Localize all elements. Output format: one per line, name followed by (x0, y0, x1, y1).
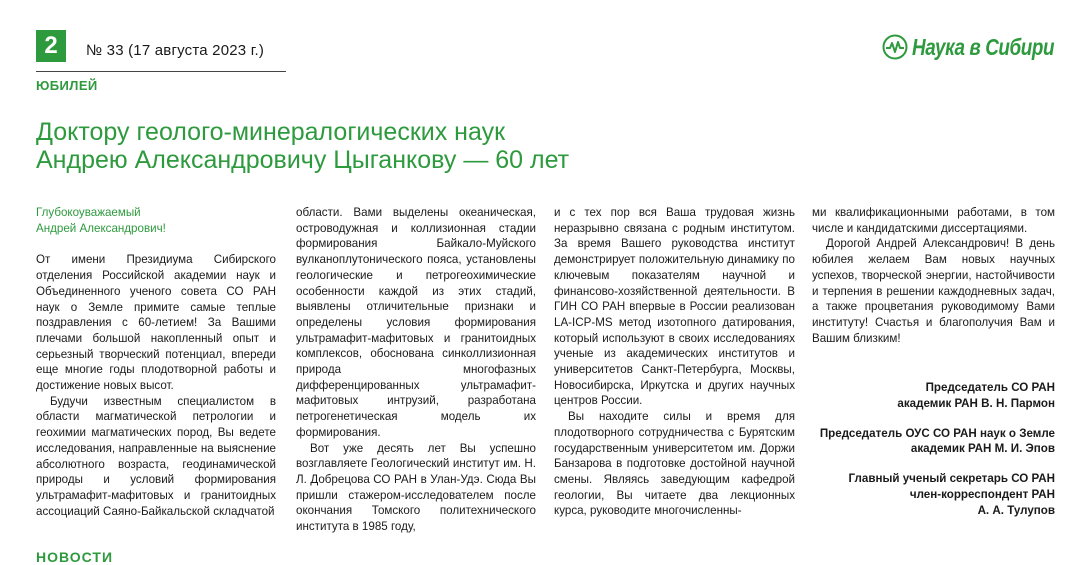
paragraph: Вы находите силы и время для плодотворного сотрудничества с Бурятским государственным университетом им. Доржи Банзарова в подготовке достойной научной смены. Являясь заведующим кафедрой геологии, Вы читаете два лекционных курса, руководите многочисленны- (554, 410, 795, 518)
paragraph: области. Вами выделены океаническая, островодужная и коллизионная стадии формирования Байкало-Муйского вулканоплутонического пояса, установлены геологические и петрогеохимические особенности каждой из этих стадий, выявлены отличительные признаки и определены условия формирования ультрамафит-мафитовых и гранитоидных комплексов, обоснована синколлизионная природа многофазных дифференцированных ультрамафит-мафитовых интрузий, разработана петрогенетическая модель их формирования. (296, 206, 536, 439)
paragraph: ми квалификационными работами, в том числе и кандидатскими диссертациями. (812, 206, 1055, 235)
newspaper-logo[interactable] (882, 32, 1085, 62)
article-column-2 (296, 205, 536, 535)
article-headline (36, 118, 569, 174)
article-column-3 (554, 205, 795, 519)
paragraph: Будучи известным специалистом в области магматической петрологии и геохимии магматических пород, Вы ведете исследования, направленные на выяснение абсолютного возраста, геодинамической природы и условий формирования ультрамафит-мафитовых и гранитоидных ассоциаций Саяно-Байкальской складчатой (36, 394, 276, 518)
greeting-line-1: Глубокоуважаемый (36, 206, 141, 219)
signature-name: А. А. Тулупов (977, 503, 1055, 517)
greeting-line-2: Андрей Александрович! (36, 221, 166, 235)
paragraph: Дорогой Андрей Александрович! В день юбилея желаем Вам новых научных успехов, творческой энергии, настойчивости и терпения в решении каждодневных задач, а также процветания руководимому Вами институту! Счастья и благополучия Вам и Вашим близким! (812, 237, 1055, 345)
signature-name: академик РАН М. И. Эпов (910, 442, 1055, 456)
rubric-label: ЮБИЛЕЙ (36, 78, 98, 93)
logo-emblem-icon (882, 34, 908, 60)
page-number: 2 (36, 30, 66, 62)
signature-title: Председатель СО РАН (925, 381, 1055, 395)
header-divider (36, 71, 286, 72)
next-rubric-label: НОВОСТИ (36, 549, 114, 565)
paragraph: От имени Президиума Сибирского отделения Российской академии наук и Объединенного ученого совета СО РАН наук о Земле примите самые теплые поздравления с 60-летием! За Вашими плечами большой накопленный опыт и серьезный творческий потенциал, впереди еще многие годы плодотворной работы и достижение новых высот. (36, 253, 276, 393)
headline-line-2: Андрею Александровичу Цыганкову — 60 лет (36, 146, 570, 174)
headline-line-1: Доктору геолого-минералогических наук (36, 118, 506, 146)
signature-title: Председатель ОУС СО РАН наук о Земле (819, 426, 1055, 440)
greeting (36, 205, 276, 236)
signature-title: Главный ученый секретарь СО РАН (848, 472, 1055, 486)
article-column-4 (812, 205, 1055, 518)
signature-name: академик РАН В. Н. Пармон (897, 397, 1055, 411)
issue-info: № 33 (17 августа 2023 г.) (86, 42, 265, 59)
paragraph: Вот уже десять лет Вы успешно возглавляете Геологический институт им. Н. Л. Добрецова СО РАН в Улан-Удэ. Сюда Вы пришли стажером-исследователем после окончания Томского политехнического института в 1985 году, (296, 441, 536, 534)
paragraph: и с тех пор вся Ваша трудовая жизнь неразрывно связана с родным институтом. За время Вашего руководства институт демонстрирует положительную динамику по ключевым показателям научной и финансово-хозяйственной деятельности. В ГИН СО РАН впервые в России реализован LA-ICP-MS метод изотопного датирования, который используют в своих исследованиях ученые из академических институтов и университетов Санкт-Петербурга, Москвы, Новосибирска, Иркутска и других научных центров России. (554, 206, 795, 408)
article-column-1 (36, 205, 276, 519)
signature-rank: член-корреспондент РАН (909, 487, 1055, 501)
signature-block (812, 380, 1055, 518)
logo-text: Наука в Сибири (912, 33, 1055, 60)
